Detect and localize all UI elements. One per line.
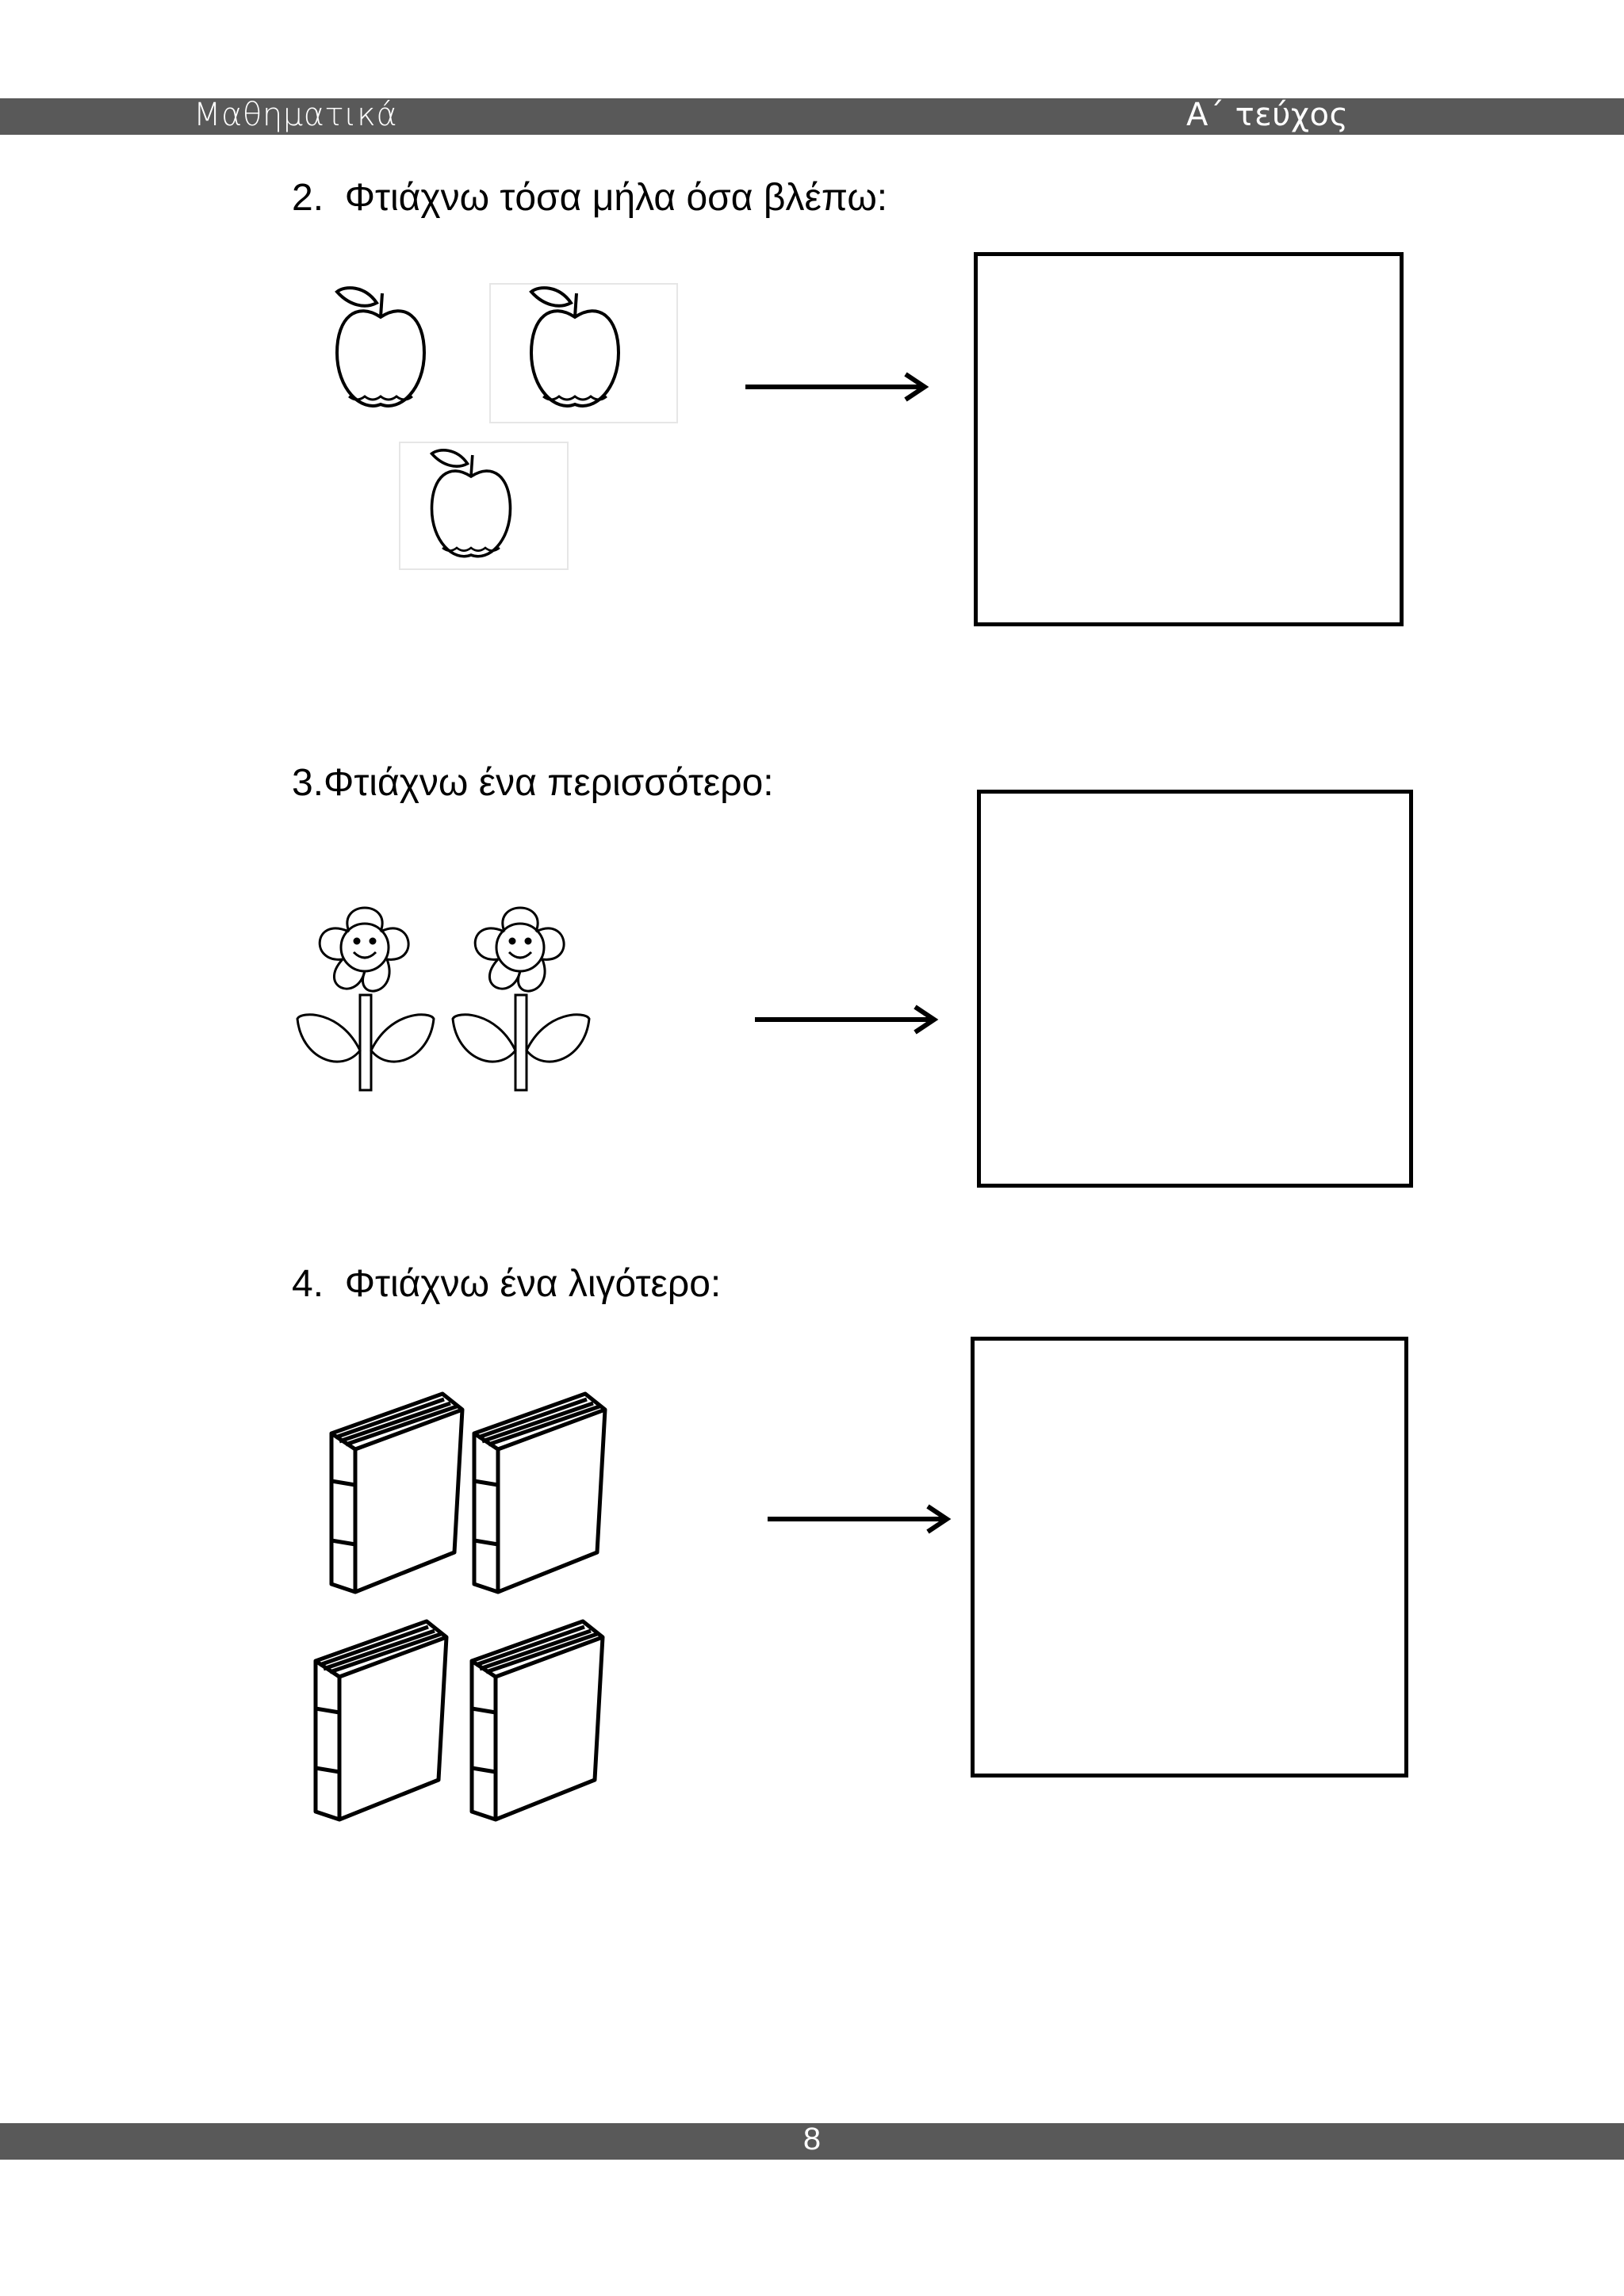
exercise-2-title — [292, 176, 887, 220]
exercise-instruction: Φτιάχνω τόσα μήλα όσα βλέπω: — [344, 177, 888, 219]
book-icon — [472, 1621, 603, 1820]
flower-icon — [453, 908, 589, 1090]
exercise-number: 2. — [292, 177, 324, 219]
apple-group — [317, 270, 698, 579]
answer-box-exercise-3[interactable] — [977, 790, 1413, 1188]
page-number: 8 — [802, 2122, 822, 2156]
book-icon — [331, 1394, 462, 1592]
exercise-instruction: Φτιάχνω ένα περισσότερο: — [324, 762, 774, 804]
apple-icon — [531, 288, 619, 406]
exercise-number: 4. — [292, 1263, 324, 1305]
flower-group — [293, 892, 603, 1094]
answer-box-exercise-4[interactable] — [971, 1337, 1408, 1777]
exercise-instruction: Φτιάχνω ένα λιγότερο: — [344, 1263, 722, 1305]
book-group — [301, 1380, 619, 1823]
exercise-number: 3. — [292, 762, 324, 804]
exercise-3-title — [292, 761, 774, 805]
arrow-right-icon — [753, 1002, 944, 1037]
apple-icon — [432, 450, 511, 557]
answer-box-exercise-2[interactable] — [974, 252, 1404, 626]
arrow-right-icon — [766, 1502, 956, 1536]
header-volume: Α΄ τεύχος — [1186, 97, 1349, 133]
book-icon — [474, 1394, 605, 1592]
apple-icon — [337, 288, 424, 406]
exercise-4-title — [292, 1262, 721, 1306]
book-icon — [316, 1621, 446, 1820]
flower-icon — [297, 908, 434, 1090]
arrow-right-icon — [744, 369, 934, 404]
header-subject: Μαθηματικά — [193, 97, 398, 133]
